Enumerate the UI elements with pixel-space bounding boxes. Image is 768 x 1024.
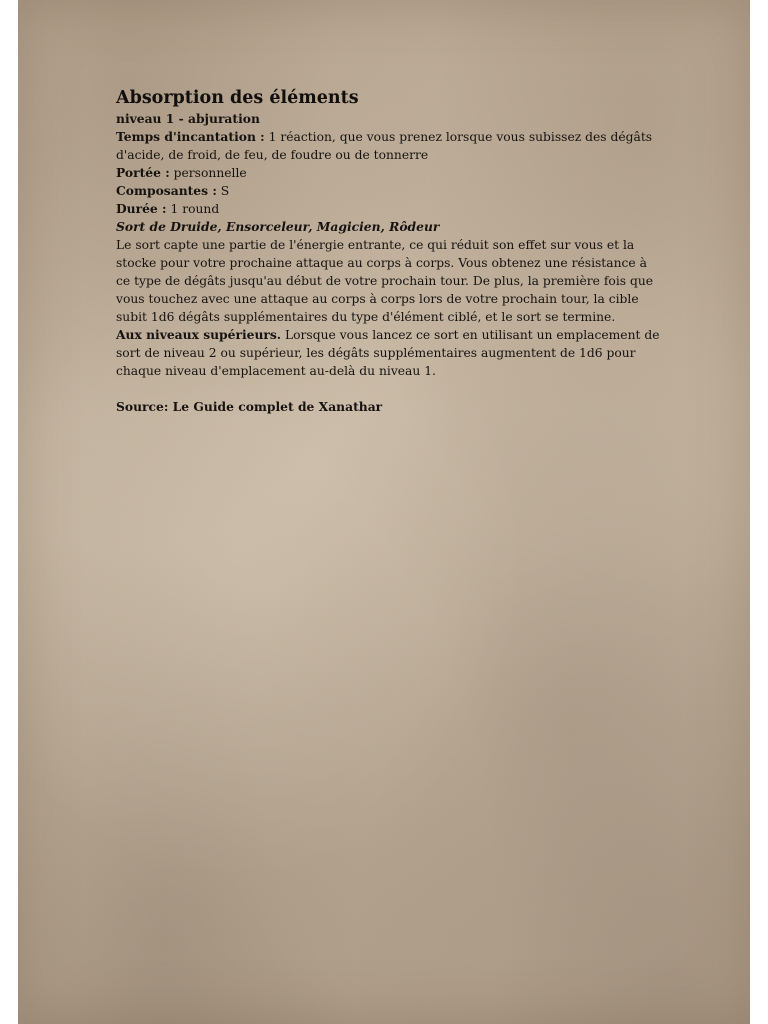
spell-source: Source: Le Guide complet de Xanathar [116, 399, 383, 414]
components-label: Composantes : [116, 183, 217, 198]
spell-card [116, 86, 661, 416]
duration-value: 1 round [166, 202, 220, 216]
parchment-page [18, 0, 750, 1024]
range [116, 164, 661, 182]
spell-description: Le sort capte une partie de l'énergie entrante, ce qui réduit son effet sur vous et la stocke pour votre prochaine attaque au corps à corps. Vous obtenez une résistance à ce type de dégâts jusqu'au début de votre prochain tour. De plus, la première fois que vous touchez avec une attaque au corps à corps lors de votre prochain tour, la cible subit 1d6 dégâts supplémentaires du type d'élément ciblé, et le sort se termine. [116, 238, 654, 324]
spacer [116, 380, 661, 398]
casting-time-label: Temps d'incantation : [116, 129, 265, 144]
duration-label: Durée : [116, 201, 167, 216]
casting-time [116, 128, 661, 164]
duration [116, 200, 661, 218]
spell-classes: Sort de Druide, Ensorceleur, Magicien, Rôdeur [116, 219, 440, 234]
spell-level-school: niveau 1 - abjuration [116, 111, 260, 126]
components-value: S [216, 184, 230, 198]
range-label: Portée : [116, 165, 170, 180]
higher-levels [116, 326, 661, 380]
spell-title: Absorption des éléments [116, 88, 359, 108]
components [116, 182, 661, 200]
higher-levels-label: Aux niveaux supérieurs. [116, 327, 282, 342]
higher-levels-text: Lorsque vous lancez ce sort en utilisant un emplacement de sort de niveau 2 ou supérieur, les dégâts supplémentaires augmentent de 1d6 pour chaque niveau d'emplacement au-delà du niveau 1. [116, 328, 660, 378]
casting-time-value: 1 réaction, que vous prenez lorsque vous subissez des dégâts d'acide, de froid, de feu, de foudre ou de tonnerre [116, 130, 653, 162]
range-value: personnelle [169, 166, 247, 180]
